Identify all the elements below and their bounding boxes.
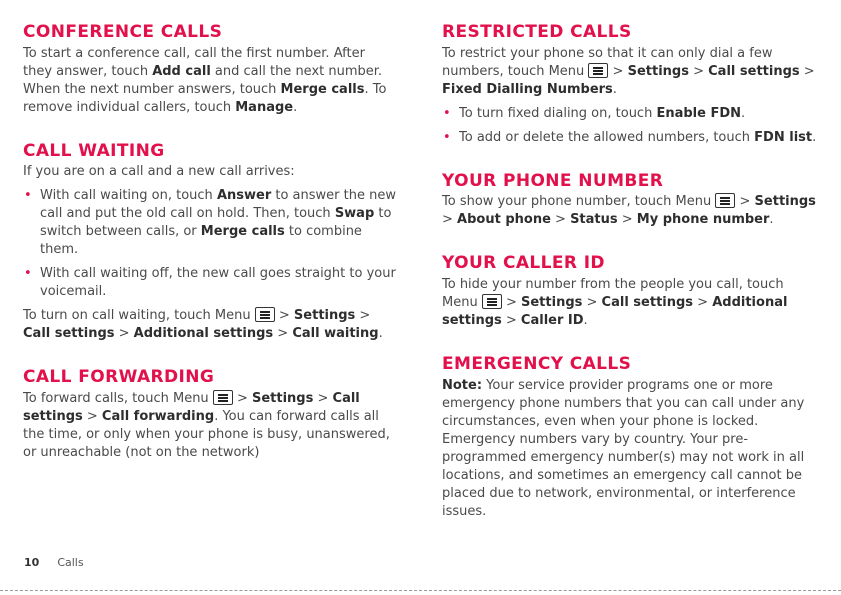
emergency-calls-text: Note: Your service provider programs one or more emergency phone numbers that you can call under any circumstances, even when your phone is locked. Emergency numbers vary by country. Your pre-programmed emergency number(s) may not work in all locations, and sometimes an emergency call cannot be placed due to network, environmental, or interference issues. [442,378,805,519]
call-waiting-intro: If you are on a call and a new call arrives: [23,164,295,179]
conference-calls-heading: CONFERENCE CALLS [23,22,223,42]
your-phone-number-heading: YOUR PHONE NUMBER [442,171,664,191]
restricted-calls-text: To restrict your phone so that it can only dial a few numbers, touch Menu > Settings > Call settings > Fixed Dialling Numbers. [442,46,815,97]
call-waiting-list [23,187,403,301]
list-item: • To add or delete the allowed numbers, touch FDN list. [443,130,817,145]
menu-icon [482,294,502,309]
menu-icon [255,307,275,322]
list-item: • To turn fixed dialing on, touch Enable FDN. [443,106,746,121]
list-item: • With call waiting off, the new call goes straight to your voicemail. [24,266,396,299]
page-number: 10 [24,556,40,569]
restricted-calls-list [442,105,822,147]
emergency-calls-heading: EMERGENCY CALLS [442,354,632,374]
call-waiting-turn-on: To turn on call waiting, touch Menu > Settings > Call settings > Additional settings > Call waiting. [23,308,383,341]
menu-icon [213,390,233,405]
call-forwarding-heading: CALL FORWARDING [23,367,215,387]
call-waiting-heading: CALL WAITING [23,141,165,161]
menu-icon [588,63,608,78]
list-item: • With call waiting on, touch Answer to answer the new call and put the old call on hold. Then, touch Swap to switch between calls, or Merge calls to combine them. [24,188,396,257]
section-name: Calls [57,556,84,569]
page-footer [24,556,84,569]
your-caller-id-text: To hide your number from the people you call, touch Menu > Settings > Call settings > Additional settings > Caller ID. [442,277,788,328]
menu-icon [715,193,735,208]
call-forwarding-text: To forward calls, touch Menu > Settings > Call settings > Call forwarding. You can forward calls all the time, or only when your phone is busy, unanswered, or unreachable (not on the network) [23,391,390,460]
your-phone-number-text: To show your phone number, touch Menu > Settings > About phone > Status > My phone number. [442,194,816,227]
page-bottom-rule [0,590,841,592]
restricted-calls-heading: RESTRICTED CALLS [442,22,632,42]
your-caller-id-heading: YOUR CALLER ID [442,253,605,273]
conference-calls-text: To start a conference call, call the first number. After they answer, touch Add call and call the next number. When the next number answers, touch Merge calls. To remove individual callers, touch Manage. [23,46,387,115]
